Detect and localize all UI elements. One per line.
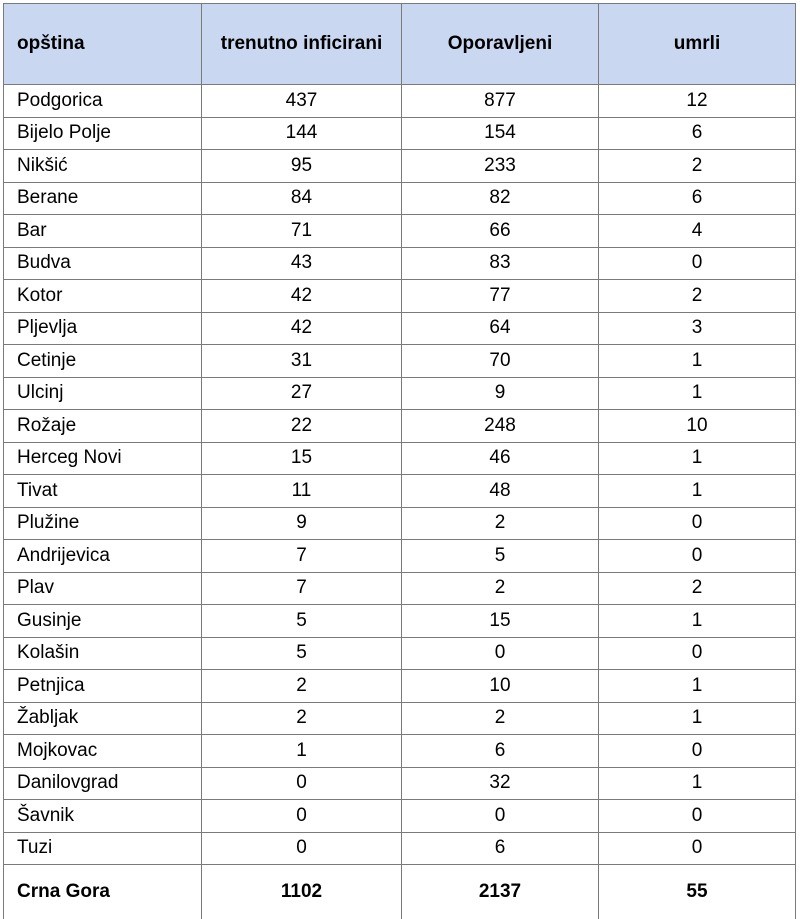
table-row <box>4 800 796 833</box>
recovered-cell: 66 <box>402 215 599 248</box>
municipality-cell: Bijelo Polje <box>4 117 202 150</box>
table-row <box>4 150 796 183</box>
deaths-cell: 0 <box>599 247 796 280</box>
currently-infected-cell: 84 <box>202 182 402 215</box>
recovered-cell: 64 <box>402 312 599 345</box>
recovered-cell: 46 <box>402 442 599 475</box>
currently-infected-cell: 43 <box>202 247 402 280</box>
municipality-cell: Berane <box>4 182 202 215</box>
municipality-cell: Danilovgrad <box>4 767 202 800</box>
table-row <box>4 832 796 865</box>
currently-infected-cell: 71 <box>202 215 402 248</box>
municipality-cell: Plav <box>4 572 202 605</box>
municipality-cell: Rožaje <box>4 410 202 443</box>
recovered-cell: 5 <box>402 540 599 573</box>
deaths-cell: 0 <box>599 507 796 540</box>
currently-infected-cell: 2 <box>202 702 402 735</box>
total-row <box>4 865 796 919</box>
currently-infected-cell: 7 <box>202 572 402 605</box>
table-row <box>4 572 796 605</box>
table-row <box>4 377 796 410</box>
currently-infected-cell: 0 <box>202 800 402 833</box>
deaths-cell: 0 <box>599 540 796 573</box>
deaths-cell: 0 <box>599 800 796 833</box>
recovered-cell: 10 <box>402 670 599 703</box>
municipality-cell: Ulcinj <box>4 377 202 410</box>
table-row <box>4 312 796 345</box>
municipality-cell: Podgorica <box>4 85 202 118</box>
municipality-cell: Budva <box>4 247 202 280</box>
municipality-cell: Žabljak <box>4 702 202 735</box>
recovered-cell: 0 <box>402 800 599 833</box>
deaths-cell: 2 <box>599 572 796 605</box>
municipality-cell: Plužine <box>4 507 202 540</box>
recovered-cell: 248 <box>402 410 599 443</box>
covid-municipality-table-wrapper <box>3 3 795 919</box>
deaths-cell: 0 <box>599 735 796 768</box>
currently-infected-cell: 1 <box>202 735 402 768</box>
currently-infected-cell: 42 <box>202 280 402 313</box>
municipality-cell: Nikšić <box>4 150 202 183</box>
deaths-cell: 1 <box>599 442 796 475</box>
table-row <box>4 767 796 800</box>
currently-infected-cell: 31 <box>202 345 402 378</box>
deaths-cell: 3 <box>599 312 796 345</box>
deaths-cell: 1 <box>599 767 796 800</box>
table-row <box>4 475 796 508</box>
header-recovered: Oporavljeni <box>402 4 599 85</box>
table-row <box>4 442 796 475</box>
table-row <box>4 605 796 638</box>
table-row <box>4 117 796 150</box>
currently-infected-cell: 27 <box>202 377 402 410</box>
currently-infected-cell: 22 <box>202 410 402 443</box>
currently-infected-cell: 95 <box>202 150 402 183</box>
recovered-cell: 77 <box>402 280 599 313</box>
table-row <box>4 280 796 313</box>
table-row <box>4 215 796 248</box>
currently-infected-cell: 42 <box>202 312 402 345</box>
table-row <box>4 735 796 768</box>
municipality-cell: Herceg Novi <box>4 442 202 475</box>
currently-infected-cell: 0 <box>202 767 402 800</box>
deaths-cell: 4 <box>599 215 796 248</box>
deaths-cell: 2 <box>599 150 796 183</box>
currently-infected-cell: 5 <box>202 605 402 638</box>
municipality-cell: Tuzi <box>4 832 202 865</box>
covid-municipality-table <box>3 3 796 919</box>
recovered-cell: 82 <box>402 182 599 215</box>
table-row <box>4 637 796 670</box>
currently-infected-cell: 7 <box>202 540 402 573</box>
currently-infected-cell: 15 <box>202 442 402 475</box>
deaths-cell: 1 <box>599 605 796 638</box>
currently-infected-cell: 9 <box>202 507 402 540</box>
municipality-cell: Cetinje <box>4 345 202 378</box>
table-body <box>4 85 796 865</box>
recovered-cell: 32 <box>402 767 599 800</box>
currently-infected-cell: 5 <box>202 637 402 670</box>
table-row <box>4 702 796 735</box>
recovered-cell: 0 <box>402 637 599 670</box>
municipality-cell: Petnjica <box>4 670 202 703</box>
header-municipality: opština <box>4 4 202 85</box>
municipality-cell: Pljevlja <box>4 312 202 345</box>
table-row <box>4 540 796 573</box>
municipality-cell: Kolašin <box>4 637 202 670</box>
deaths-cell: 10 <box>599 410 796 443</box>
currently-infected-cell: 11 <box>202 475 402 508</box>
deaths-cell: 2 <box>599 280 796 313</box>
table-row <box>4 410 796 443</box>
deaths-cell: 0 <box>599 832 796 865</box>
table-row <box>4 670 796 703</box>
recovered-cell: 154 <box>402 117 599 150</box>
total-deaths: 55 <box>599 865 796 919</box>
deaths-cell: 1 <box>599 475 796 508</box>
recovered-cell: 70 <box>402 345 599 378</box>
deaths-cell: 1 <box>599 377 796 410</box>
recovered-cell: 233 <box>402 150 599 183</box>
deaths-cell: 1 <box>599 670 796 703</box>
recovered-cell: 877 <box>402 85 599 118</box>
deaths-cell: 6 <box>599 182 796 215</box>
deaths-cell: 6 <box>599 117 796 150</box>
total-recovered: 2137 <box>402 865 599 919</box>
table-row <box>4 507 796 540</box>
municipality-cell: Andrijevica <box>4 540 202 573</box>
header-currently-infected: trenutno inficirani <box>202 4 402 85</box>
total-currently-infected: 1102 <box>202 865 402 919</box>
deaths-cell: 0 <box>599 637 796 670</box>
recovered-cell: 6 <box>402 735 599 768</box>
recovered-cell: 48 <box>402 475 599 508</box>
table-row <box>4 345 796 378</box>
recovered-cell: 15 <box>402 605 599 638</box>
total-label: Crna Gora <box>4 865 202 919</box>
table-row <box>4 247 796 280</box>
deaths-cell: 1 <box>599 345 796 378</box>
table-header <box>4 4 796 85</box>
recovered-cell: 83 <box>402 247 599 280</box>
table-row <box>4 85 796 118</box>
deaths-cell: 12 <box>599 85 796 118</box>
recovered-cell: 6 <box>402 832 599 865</box>
municipality-cell: Kotor <box>4 280 202 313</box>
header-deaths: umrli <box>599 4 796 85</box>
table-row <box>4 182 796 215</box>
currently-infected-cell: 2 <box>202 670 402 703</box>
currently-infected-cell: 0 <box>202 832 402 865</box>
municipality-cell: Mojkovac <box>4 735 202 768</box>
recovered-cell: 2 <box>402 702 599 735</box>
municipality-cell: Šavnik <box>4 800 202 833</box>
recovered-cell: 2 <box>402 572 599 605</box>
currently-infected-cell: 437 <box>202 85 402 118</box>
recovered-cell: 9 <box>402 377 599 410</box>
table-footer <box>4 865 796 919</box>
currently-infected-cell: 144 <box>202 117 402 150</box>
municipality-cell: Gusinje <box>4 605 202 638</box>
municipality-cell: Bar <box>4 215 202 248</box>
deaths-cell: 1 <box>599 702 796 735</box>
municipality-cell: Tivat <box>4 475 202 508</box>
recovered-cell: 2 <box>402 507 599 540</box>
header-row <box>4 4 796 85</box>
